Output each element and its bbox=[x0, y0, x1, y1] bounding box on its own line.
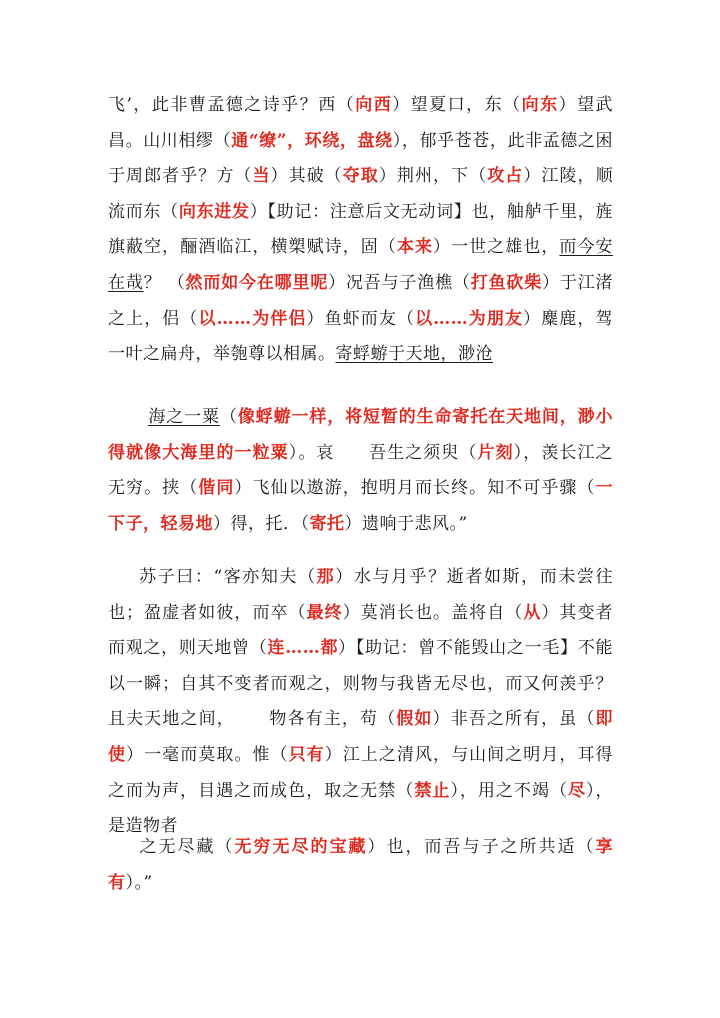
annotation: 尽 bbox=[567, 780, 587, 801]
annotation: 禁止 bbox=[414, 780, 451, 801]
text: ）。” bbox=[125, 872, 153, 893]
text: 吾生之须臾（ bbox=[368, 442, 478, 463]
text: （ bbox=[219, 407, 238, 427]
annotation: 即使 bbox=[108, 709, 614, 765]
text: ）【助记：曾不能毁山之一毛】不能以一瞬；自其不变者而观之，则物与我皆无尽也，而又何羡乎？且夫天地之间， bbox=[108, 638, 614, 730]
paragraph-2 bbox=[108, 400, 613, 542]
annotation: 打鱼砍柴 bbox=[470, 272, 543, 293]
text: ）得，托．（ bbox=[213, 513, 310, 534]
text: ）一世之雄也， bbox=[433, 237, 560, 258]
text: ），是造物者 bbox=[108, 780, 614, 837]
annotation: 享有 bbox=[108, 837, 613, 893]
text: ）鱼虾而友（ bbox=[306, 308, 416, 329]
annotation: 那 bbox=[316, 567, 336, 587]
annotation: 偕同 bbox=[198, 478, 235, 499]
text: ）水与月乎？逝者如斯，而未尝往也；盈虚者如彼，而卒（ bbox=[108, 567, 614, 623]
annotation: 片刻 bbox=[477, 442, 514, 463]
annotation: 最终 bbox=[306, 602, 343, 623]
text: 苏子曰：“客亦知夫（ bbox=[138, 567, 317, 587]
text: ）江陵，顺流而东（ bbox=[108, 166, 614, 222]
text: 物各有主，苟（ bbox=[268, 709, 397, 730]
text: ）麋鹿，驾一叶之扁舟，举匏尊以相属。 bbox=[108, 308, 614, 365]
text: ）一毫而莫取。惟（ bbox=[126, 744, 289, 765]
annotation: 一下子，轻易地 bbox=[108, 478, 614, 534]
text: ）。哀 bbox=[288, 442, 335, 463]
underlined-text: 而今安在哉 bbox=[108, 237, 614, 293]
text: ）其变者而观之，则天地曾（ bbox=[108, 602, 614, 659]
annotation: 以……为朋友 bbox=[415, 308, 524, 329]
text: ）江上之清风，与山间之明月，耳得之而为声，目遇之而成色，取之无禁（ bbox=[108, 744, 614, 801]
text: 之无尽藏（ bbox=[138, 837, 235, 857]
annotation: 向西 bbox=[355, 95, 393, 115]
paragraph-4 bbox=[108, 830, 613, 901]
annotation: 假如 bbox=[396, 709, 433, 730]
text: ）遗响于悲风。” bbox=[344, 513, 468, 534]
text: ）非吾之所有，虽（ bbox=[432, 709, 596, 730]
text: ）况吾与子渔樵（ bbox=[328, 272, 471, 293]
text: ）也，而吾与子之所共适（ bbox=[367, 837, 596, 857]
text: ）【助记：注意后文无动词】也，舳舻千里，旌旗蔽空，酾酒临江，横槊赋诗，固（ bbox=[108, 201, 614, 258]
annotation: 向东进发 bbox=[178, 201, 250, 222]
annotation: 只有 bbox=[288, 744, 325, 765]
annotation: 本来 bbox=[396, 237, 434, 258]
text: ）望武昌。山川相缪（ bbox=[108, 95, 614, 151]
text: 飞’，此非曹孟德之诗乎？西（ bbox=[108, 95, 356, 115]
text: ）飞仙以遨游，抱明月而长终。知不可乎骤（ bbox=[234, 478, 596, 499]
annotation: 像蜉蝣一样，将短暂的生命寄托在天地间，渺小得就像大海里的一粒粟 bbox=[108, 407, 614, 463]
text: ），羡长江之无穷。挟（ bbox=[108, 442, 614, 499]
paragraph-1 bbox=[108, 88, 613, 373]
text: ），用之不竭（ bbox=[450, 780, 568, 801]
annotation: 夺取 bbox=[342, 166, 379, 187]
annotation: 连……都 bbox=[267, 638, 339, 659]
text: ？ （ bbox=[143, 272, 186, 293]
underlined-text: 寄蜉蝣于天地，渺沧 bbox=[335, 344, 493, 365]
annotation: 从 bbox=[523, 602, 542, 623]
text: ）于江渚之上，侣（ bbox=[108, 272, 614, 329]
annotation: 以……为伴侣 bbox=[198, 308, 307, 329]
annotation: 然而如今在哪里呢 bbox=[185, 272, 329, 293]
text: ）荆州，下（ bbox=[378, 166, 488, 187]
text: ）其破（ bbox=[270, 166, 343, 187]
annotation: 当 bbox=[252, 166, 271, 187]
annotation: 无穷无尽的宝藏 bbox=[234, 837, 368, 857]
text: ），郁乎苍苍，此非孟德之困于周郎者乎？方（ bbox=[108, 130, 614, 187]
annotation: 通“缭”，环绕，盘绕 bbox=[231, 130, 393, 151]
underlined-text: 海之一粟 bbox=[148, 407, 220, 427]
annotation: 攻占 bbox=[487, 166, 524, 187]
text: ）望夏口，东（ bbox=[392, 95, 522, 115]
paragraph-3 bbox=[108, 560, 613, 845]
annotation: 寄托 bbox=[309, 513, 345, 534]
annotation: 向东 bbox=[521, 95, 559, 115]
text: ）莫消长也。盖将自（ bbox=[342, 602, 524, 623]
